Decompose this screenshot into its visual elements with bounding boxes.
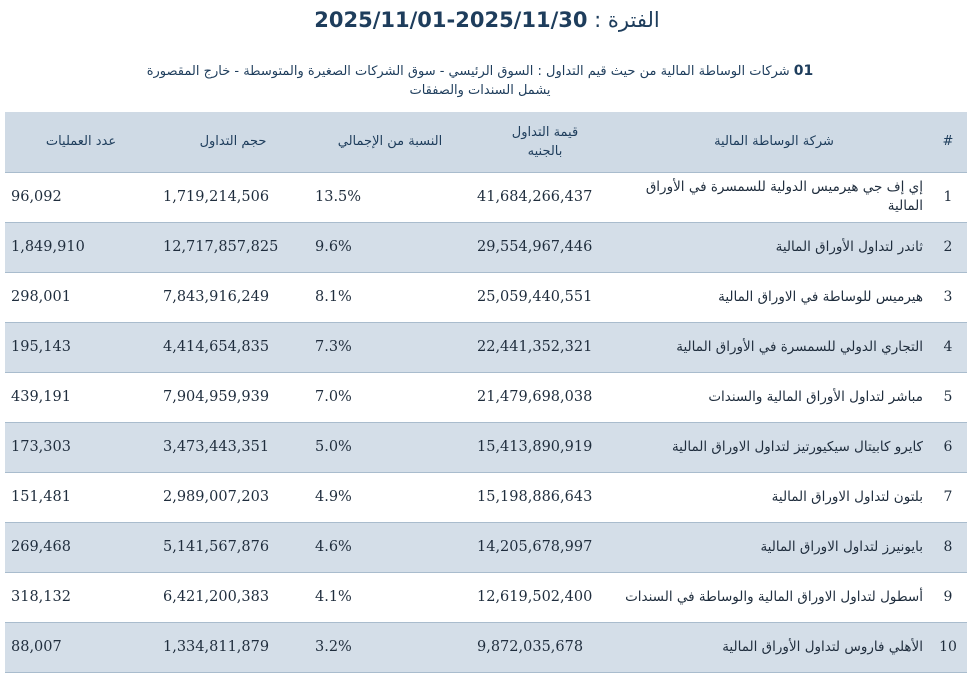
header-value-line-2: بالجنيه — [527, 143, 563, 159]
row-trades: 1,849,910 — [5, 222, 157, 272]
row-company: أسطول لتداول الاوراق المالية والوساطة في السندات — [619, 572, 929, 622]
row-share: 5.0% — [309, 422, 471, 472]
row-volume: 3,473,443,351 — [157, 422, 309, 472]
header-share: النسبة من الإجمالي — [337, 134, 443, 150]
row-index: 10 — [929, 622, 967, 672]
row-share: 4.1% — [309, 572, 471, 622]
row-value: 9,872,035,678 — [471, 622, 619, 672]
row-share: 8.1% — [309, 272, 471, 322]
row-index: 4 — [929, 322, 967, 372]
subtitle-text: شركات الوساطة المالية من حيث قيم التداول : السوق الرئيسي - سوق الشركات الصغيرة والمتوسطة - خارج المقصورة — [146, 64, 790, 79]
row-value: 25,059,440,551 — [471, 272, 619, 322]
table-row — [5, 322, 967, 372]
table-row — [5, 172, 967, 222]
row-value: 12,619,502,400 — [471, 572, 619, 622]
table-row — [5, 572, 967, 622]
subtitle-line-2: يشمل السندات والصفقات — [409, 83, 551, 98]
row-trades: 269,468 — [5, 522, 157, 572]
row-index: 2 — [929, 222, 967, 272]
period-title — [0, 8, 974, 32]
row-volume: 1,334,811,879 — [157, 622, 309, 672]
table-row — [5, 472, 967, 522]
row-index: 9 — [929, 572, 967, 622]
row-volume: 12,717,857,825 — [157, 222, 309, 272]
period-range: 2025/11/30-2025/11/01 — [314, 8, 588, 32]
row-share: 7.0% — [309, 372, 471, 422]
row-volume: 1,719,214,506 — [157, 172, 309, 222]
row-volume: 4,414,654,835 — [157, 322, 309, 372]
row-value: 15,413,890,919 — [471, 422, 619, 472]
row-share: 3.2% — [309, 622, 471, 672]
row-company: ثاندر لتداول الأوراق المالية — [619, 222, 929, 272]
row-company: التجاري الدولي للسمسرة في الأوراق المالية — [619, 322, 929, 372]
table-row — [5, 422, 967, 472]
section-number: 01 — [793, 63, 814, 79]
row-index: 7 — [929, 472, 967, 522]
row-index: 1 — [929, 172, 967, 222]
row-volume: 6,421,200,383 — [157, 572, 309, 622]
header-volume: حجم التداول — [199, 134, 267, 150]
row-trades: 96,092 — [5, 172, 157, 222]
header-trades: عدد العمليات — [45, 134, 117, 150]
row-company: بلتون لتداول الاوراق المالية — [619, 472, 929, 522]
row-share: 9.6% — [309, 222, 471, 272]
row-trades: 88,007 — [5, 622, 157, 672]
row-trades: 439,191 — [5, 372, 157, 422]
header-index: # — [942, 134, 954, 150]
table-row — [5, 372, 967, 422]
row-company: بايونيرز لتداول الاوراق المالية — [619, 522, 929, 572]
header-value — [471, 112, 619, 172]
row-company: كايرو كابيتال سيكيورتيز لتداول الاوراق المالية — [619, 422, 929, 472]
table-row — [5, 222, 967, 272]
row-value: 14,205,678,997 — [471, 522, 619, 572]
report-subtitle — [100, 62, 860, 100]
row-index: 8 — [929, 522, 967, 572]
row-index: 3 — [929, 272, 967, 322]
table-row — [5, 622, 967, 672]
header-value-line-1: قيمة التداول — [511, 124, 579, 140]
period-label: الفترة : — [594, 8, 660, 32]
row-value: 41,684,266,437 — [471, 172, 619, 222]
row-value: 15,198,886,643 — [471, 472, 619, 522]
row-volume: 2,989,007,203 — [157, 472, 309, 522]
table-row — [5, 272, 967, 322]
table-header-row — [5, 112, 967, 172]
row-share: 4.9% — [309, 472, 471, 522]
row-value: 22,441,352,321 — [471, 322, 619, 372]
header-company: شركة الوساطة المالية — [714, 134, 834, 150]
row-trades: 173,303 — [5, 422, 157, 472]
row-index: 6 — [929, 422, 967, 472]
row-company: هيرميس للوساطة في الاوراق المالية — [619, 272, 929, 322]
row-trades: 298,001 — [5, 272, 157, 322]
row-company: مباشر لتداول الأوراق المالية والسندات — [619, 372, 929, 422]
row-value: 29,554,967,446 — [471, 222, 619, 272]
row-company: إي إف جي هيرميس الدولية للسمسرة في الأوراق المالية — [619, 172, 929, 222]
subtitle-line-1 — [100, 62, 860, 81]
row-volume: 7,904,959,939 — [157, 372, 309, 422]
row-trades: 318,132 — [5, 572, 157, 622]
row-trades: 195,143 — [5, 322, 157, 372]
row-share: 4.6% — [309, 522, 471, 572]
row-share: 7.3% — [309, 322, 471, 372]
row-trades: 151,481 — [5, 472, 157, 522]
brokers-table — [5, 112, 967, 673]
table-row — [5, 522, 967, 572]
row-value: 21,479,698,038 — [471, 372, 619, 422]
row-index: 5 — [929, 372, 967, 422]
row-company: الأهلي فاروس لتداول الأوراق المالية — [619, 622, 929, 672]
row-volume: 5,141,567,876 — [157, 522, 309, 572]
row-share: 13.5% — [309, 172, 471, 222]
row-volume: 7,843,916,249 — [157, 272, 309, 322]
